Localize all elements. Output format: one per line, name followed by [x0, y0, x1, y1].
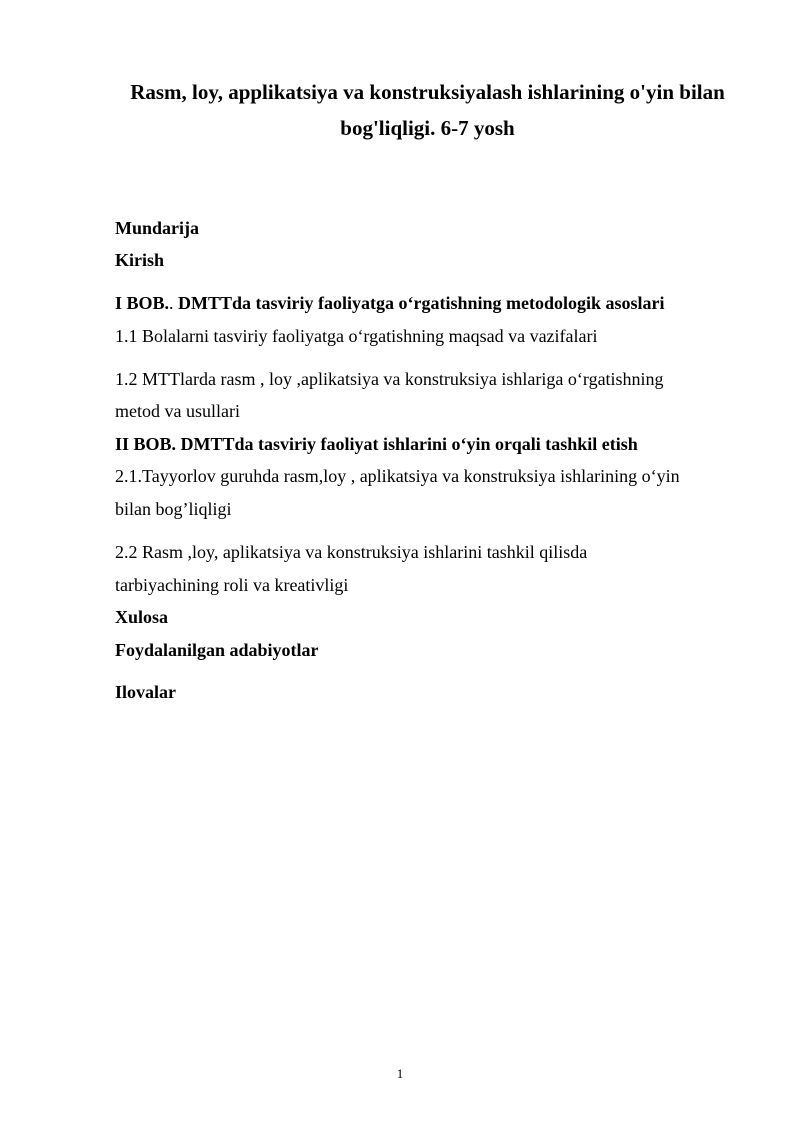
- toc-item-section-1-1: 1.1 Bolalarni tasviriy faoliyatga o‘rgatishning maqsad va vazifalari: [115, 326, 598, 346]
- toc-item-chapter-2: II BOB. DMTTda tasviriy faoliyat ishlarini o‘yin orqali tashkil etish: [115, 434, 638, 454]
- toc-item-section-2-1-line-1: 2.1.Tayyorlov guruhda rasm,loy , aplikatsiya va konstruksiya ishlarining o‘yin: [115, 466, 680, 486]
- toc-item-section-2-1-line-2: bilan bog’liqligi: [115, 499, 232, 519]
- document-title-line-1: Rasm, loy, applikatsiya va konstruksiyalash ishlarining o'yin bilan: [130, 80, 725, 104]
- chapter-1-dot: .: [169, 293, 174, 313]
- toc-item-section-2-2-line-2: tarbiyachining roli va kreativligi: [115, 575, 349, 595]
- toc-item-chapter-1: [115, 292, 665, 314]
- toc-item-section-1-2-line-2: metod va usullari: [115, 401, 240, 421]
- toc-item-references: Foydalanilgan adabiyotlar: [115, 640, 319, 660]
- toc-item-section-2-2-line-1: 2.2 Rasm ,loy, aplikatsiya va konstruksiya ishlarini tashkil qilisda: [115, 542, 588, 562]
- chapter-1-label: I BOB.: [115, 293, 170, 313]
- document-title-line-2: bog'liqligi. 6-7 yosh: [340, 116, 515, 140]
- toc-item-section-1-2-line-1: 1.2 MTTlarda rasm , loy ,aplikatsiya va konstruksiya ishlariga o‘rgatishning: [115, 369, 664, 389]
- page-number: 1: [396, 1066, 404, 1081]
- chapter-1-title: DMTTda tasviriy faoliyatga o‘rgatishning metodologik asoslari: [173, 293, 665, 313]
- toc-item-conclusion: Xulosa: [115, 607, 169, 627]
- toc-item-introduction: Kirish: [115, 250, 165, 270]
- toc-item-appendices: Ilovalar: [115, 682, 176, 702]
- toc-heading: Mundarija: [115, 218, 200, 238]
